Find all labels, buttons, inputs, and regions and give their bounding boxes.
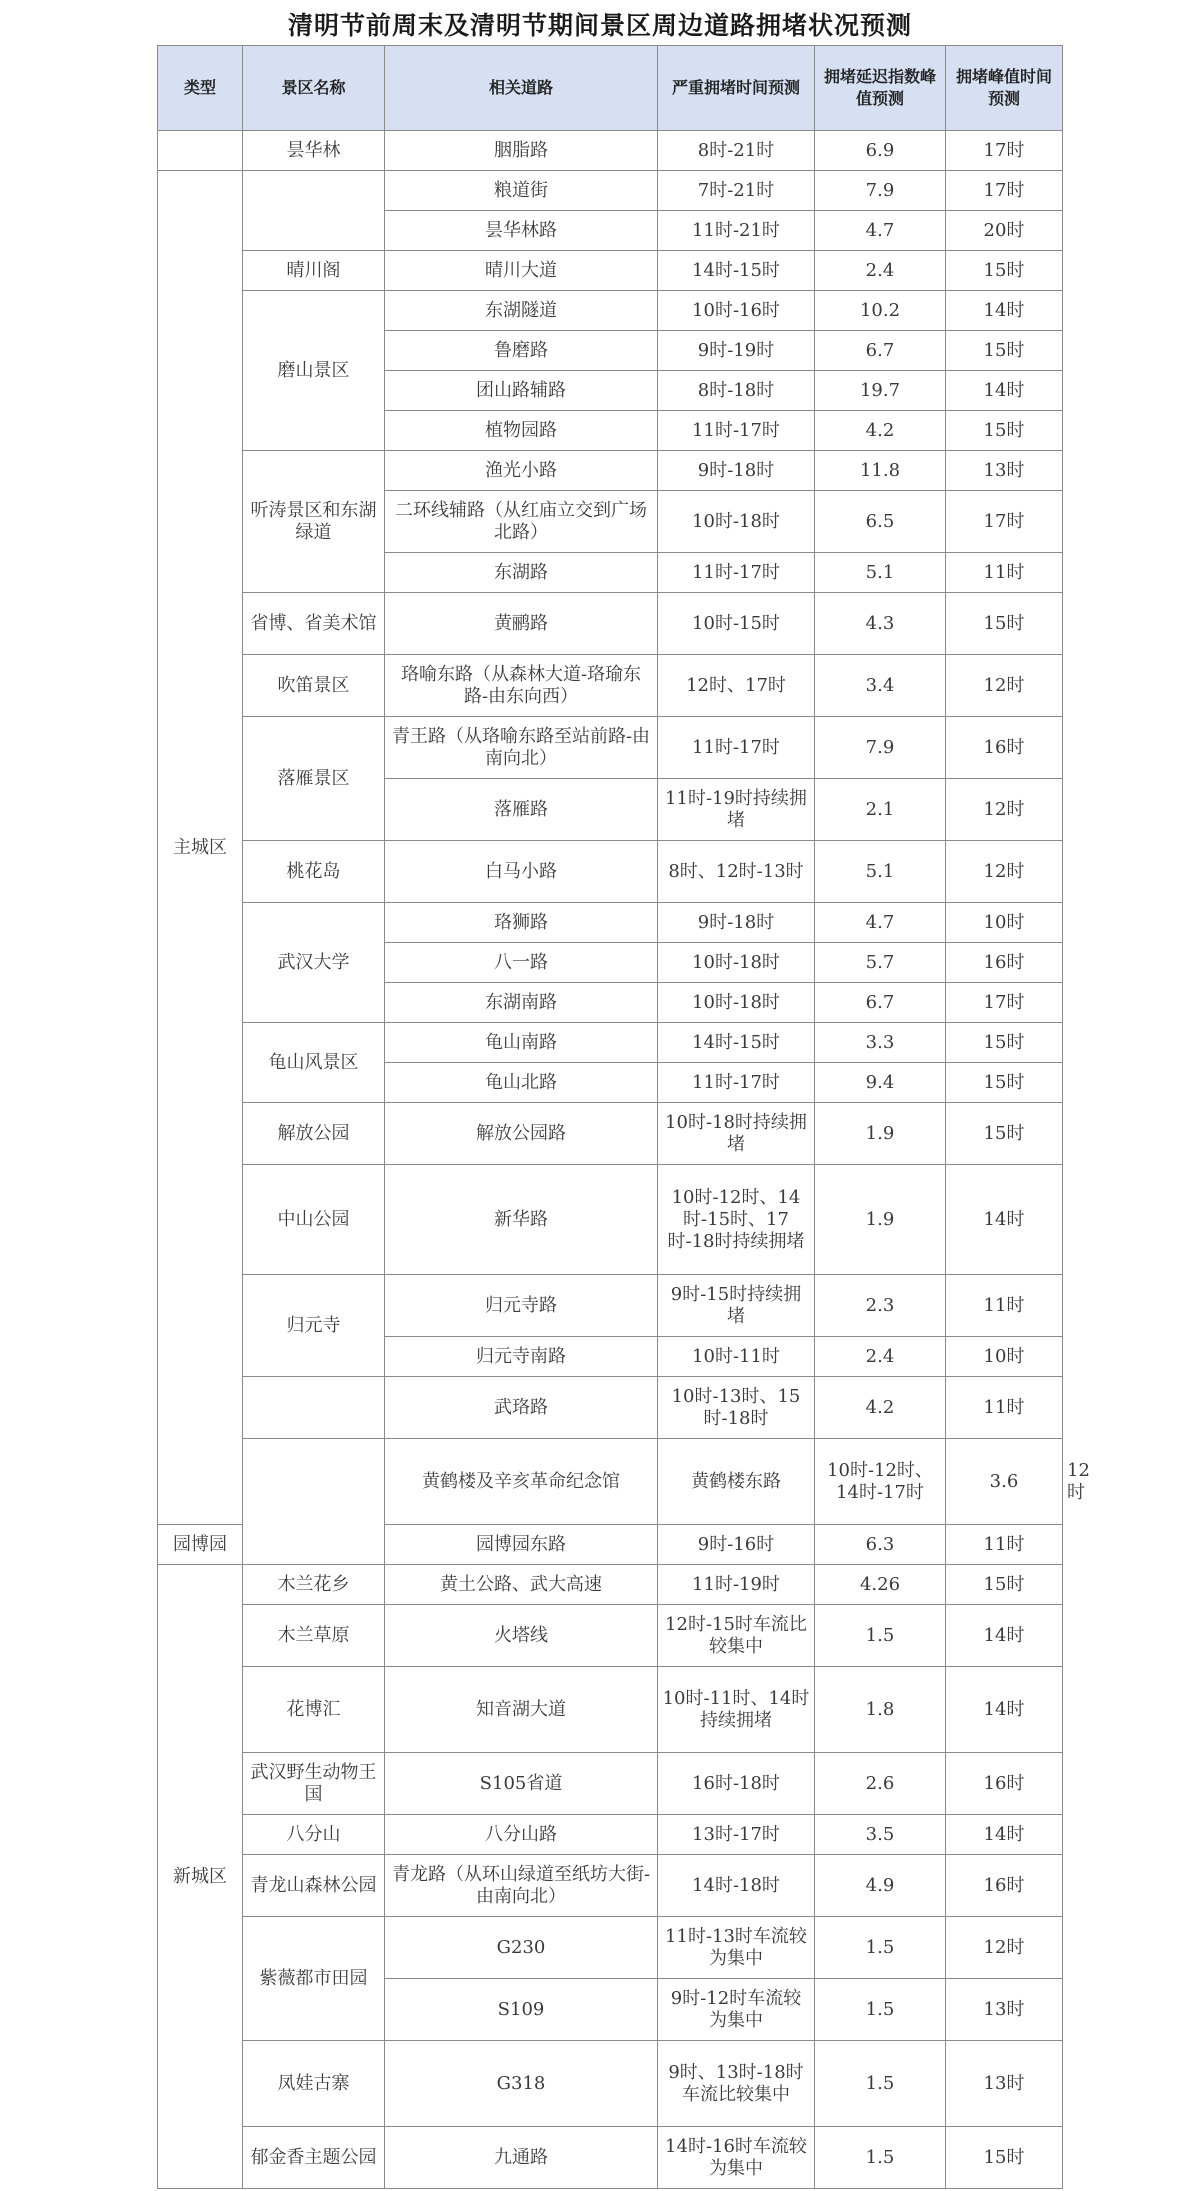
table-row xyxy=(158,131,1063,171)
road-cell: 新华路 xyxy=(385,1165,658,1275)
time-cell: 11时-21时 xyxy=(658,211,815,251)
table-row xyxy=(158,1103,1063,1165)
spot-cell: 青龙山森林公园 xyxy=(243,1855,385,1917)
road-cell: 黄土公路、武大高速 xyxy=(385,1565,658,1605)
spot-cell: 晴川阁 xyxy=(243,251,385,291)
time-cell: 11时-17时 xyxy=(658,1063,815,1103)
time-cell: 14时-15时 xyxy=(658,251,815,291)
time-cell: 10时-12时、14时-17时 xyxy=(815,1439,946,1525)
road-cell: 青王路（从珞喻东路至站前路-由南向北） xyxy=(385,717,658,779)
peak-cell: 12时 xyxy=(946,655,1063,717)
page-title: 清明节前周末及清明节期间景区周边道路拥堵状况预测 xyxy=(287,11,912,40)
time-cell: 10时-18时 xyxy=(658,943,815,983)
spot-cell: 八分山 xyxy=(243,1815,385,1855)
table-row xyxy=(158,841,1063,903)
peak-cell: 15时 xyxy=(946,411,1063,451)
index-cell: 11.8 xyxy=(815,451,946,491)
spot-cell: 紫薇都市田园 xyxy=(243,1917,385,2041)
spot-cell: 归元寺 xyxy=(243,1275,385,1377)
road-cell: 黄鹂路 xyxy=(385,593,658,655)
index-cell: 1.9 xyxy=(815,1165,946,1275)
index-cell: 5.1 xyxy=(815,553,946,593)
time-cell: 11时-17时 xyxy=(658,411,815,451)
road-cell: G230 xyxy=(385,1917,658,1979)
time-cell: 10时-11时 xyxy=(658,1337,815,1377)
spot-cell: 黄鹤楼及辛亥革命纪念馆 xyxy=(385,1439,658,1525)
table-header-row xyxy=(158,46,1063,131)
header-road: 相关道路 xyxy=(385,46,658,131)
table-row xyxy=(158,1377,1063,1439)
spot-cell: 吹笛景区 xyxy=(243,655,385,717)
spot-cell-empty xyxy=(243,171,385,251)
peak-cell: 11时 xyxy=(946,1525,1063,1565)
header-peak: 拥堵峰值时间预测 xyxy=(946,46,1063,131)
road-cell: 植物园路 xyxy=(385,411,658,451)
peak-cell: 15时 xyxy=(946,1565,1063,1605)
table-row xyxy=(158,2041,1063,2127)
road-cell: 归元寺南路 xyxy=(385,1337,658,1377)
time-cell: 13时-17时 xyxy=(658,1815,815,1855)
index-cell: 1.5 xyxy=(815,1605,946,1667)
index-cell: 1.5 xyxy=(815,1917,946,1979)
road-cell: 龟山北路 xyxy=(385,1063,658,1103)
road-cell: 落雁路 xyxy=(385,779,658,841)
table-row: 黄鹤楼及辛亥革命纪念馆 黄鹤楼东路 10时-12时、14时-17时 3.6 12时 xyxy=(158,1439,1063,1525)
road-cell: 珞狮路 xyxy=(385,903,658,943)
peak-cell: 10时 xyxy=(946,1337,1063,1377)
spot-cell: 凤娃古寨 xyxy=(243,2041,385,2127)
peak-cell: 15时 xyxy=(946,251,1063,291)
table-row xyxy=(158,593,1063,655)
time-cell: 16时-18时 xyxy=(658,1753,815,1815)
time-cell: 12时-15时车流比较集中 xyxy=(658,1605,815,1667)
time-cell: 10时-12时、14时-15时、17时-18时持续拥堵 xyxy=(658,1165,815,1275)
peak-cell: 17时 xyxy=(946,171,1063,211)
road-cell: 昙华林路 xyxy=(385,211,658,251)
peak-cell: 14时 xyxy=(946,1165,1063,1275)
road-cell: 珞喻东路（从森林大道-珞瑜东路-由东向西） xyxy=(385,655,658,717)
time-cell: 11时-17时 xyxy=(658,553,815,593)
road-cell: 九通路 xyxy=(385,2127,658,2189)
time-cell: 9时-16时 xyxy=(658,1525,815,1565)
table-row xyxy=(158,251,1063,291)
index-cell: 6.7 xyxy=(815,331,946,371)
road-cell: 粮道街 xyxy=(385,171,658,211)
table-row xyxy=(158,1023,1063,1063)
time-cell: 9时-19时 xyxy=(658,331,815,371)
table-row xyxy=(158,1165,1063,1275)
road-cell: 黄鹤楼东路 xyxy=(658,1439,815,1525)
spot-cell: 昙华林 xyxy=(243,131,385,171)
peak-cell: 14时 xyxy=(946,1667,1063,1753)
type-cell-empty xyxy=(243,1439,385,1565)
road-cell: G318 xyxy=(385,2041,658,2127)
table-row xyxy=(158,1855,1063,1917)
spot-cell: 中山公园 xyxy=(243,1165,385,1275)
peak-cell: 12时 xyxy=(946,841,1063,903)
table-row xyxy=(158,1815,1063,1855)
time-cell: 7时-21时 xyxy=(658,171,815,211)
spot-cell: 园博园 xyxy=(158,1525,243,1565)
header-spot: 景区名称 xyxy=(243,46,385,131)
road-cell: S105省道 xyxy=(385,1753,658,1815)
index-cell: 1.5 xyxy=(815,2127,946,2189)
table-row xyxy=(158,1667,1063,1753)
index-cell: 7.9 xyxy=(815,171,946,211)
index-cell: 4.2 xyxy=(815,411,946,451)
index-cell: 2.1 xyxy=(815,779,946,841)
index-cell: 3.6 xyxy=(946,1439,1063,1525)
type-cell-new: 新城区 xyxy=(158,1565,243,2189)
time-cell: 9时-12时车流较为集中 xyxy=(658,1979,815,2041)
road-cell: 火塔线 xyxy=(385,1605,658,1667)
index-cell: 6.9 xyxy=(815,131,946,171)
index-cell: 6.3 xyxy=(815,1525,946,1565)
road-cell: 武珞路 xyxy=(385,1377,658,1439)
peak-cell: 20时 xyxy=(946,211,1063,251)
spot-cell: 武汉野生动物王国 xyxy=(243,1753,385,1815)
table-row xyxy=(158,1565,1063,1605)
table-row xyxy=(158,1753,1063,1815)
time-cell: 11时-19时 xyxy=(658,1565,815,1605)
road-cell: 解放公园路 xyxy=(385,1103,658,1165)
time-cell: 10时-11时、14时持续拥堵 xyxy=(658,1667,815,1753)
road-cell: 二环线辅路（从红庙立交到广场北路） xyxy=(385,491,658,553)
table-row xyxy=(158,171,1063,211)
peak-cell: 12时 xyxy=(946,779,1063,841)
index-cell: 19.7 xyxy=(815,371,946,411)
type-cell-empty xyxy=(158,131,243,171)
road-cell: 晴川大道 xyxy=(385,251,658,291)
time-cell: 11时-17时 xyxy=(658,717,815,779)
table-row xyxy=(158,1605,1063,1667)
peak-cell: 14时 xyxy=(946,1815,1063,1855)
peak-cell: 17时 xyxy=(946,131,1063,171)
index-cell: 3.4 xyxy=(815,655,946,717)
spot-cell: 落雁景区 xyxy=(243,717,385,841)
road-cell: S109 xyxy=(385,1979,658,2041)
index-cell: 5.1 xyxy=(815,841,946,903)
time-cell: 10时-16时 xyxy=(658,291,815,331)
peak-cell: 16时 xyxy=(946,717,1063,779)
peak-cell: 17时 xyxy=(946,983,1063,1023)
time-cell: 8时-21时 xyxy=(658,131,815,171)
peak-cell: 16时 xyxy=(946,943,1063,983)
index-cell: 7.9 xyxy=(815,717,946,779)
time-cell: 9时-15时持续拥堵 xyxy=(658,1275,815,1337)
spot-cell-empty xyxy=(243,1377,385,1439)
time-cell: 14时-15时 xyxy=(658,1023,815,1063)
time-cell: 12时、17时 xyxy=(658,655,815,717)
spot-cell: 龟山风景区 xyxy=(243,1023,385,1103)
index-cell: 1.5 xyxy=(815,1979,946,2041)
peak-cell: 15时 xyxy=(946,331,1063,371)
index-cell: 2.4 xyxy=(815,251,946,291)
peak-cell: 15时 xyxy=(946,2127,1063,2189)
peak-cell: 12时 xyxy=(946,1917,1063,1979)
header-index: 拥堵延迟指数峰值预测 xyxy=(815,46,946,131)
time-cell: 11时-19时持续拥堵 xyxy=(658,779,815,841)
index-cell: 4.2 xyxy=(815,1377,946,1439)
road-cell: 八一路 xyxy=(385,943,658,983)
index-cell: 3.3 xyxy=(815,1023,946,1063)
time-cell: 10时-18时 xyxy=(658,491,815,553)
time-cell: 9时-18时 xyxy=(658,451,815,491)
index-cell: 6.5 xyxy=(815,491,946,553)
spot-cell: 木兰草原 xyxy=(243,1605,385,1667)
congestion-table xyxy=(157,45,1090,2189)
index-cell: 5.7 xyxy=(815,943,946,983)
type-cell-main: 主城区 xyxy=(158,171,243,1525)
index-cell: 10.2 xyxy=(815,291,946,331)
spot-cell: 省博、省美术馆 xyxy=(243,593,385,655)
road-cell: 东湖南路 xyxy=(385,983,658,1023)
index-cell: 3.5 xyxy=(815,1815,946,1855)
index-cell: 9.4 xyxy=(815,1063,946,1103)
peak-cell: 14时 xyxy=(946,371,1063,411)
peak-cell: 15时 xyxy=(946,593,1063,655)
time-cell: 8时、12时-13时 xyxy=(658,841,815,903)
road-cell: 胭脂路 xyxy=(385,131,658,171)
table-row xyxy=(158,1917,1063,1979)
time-cell: 11时-13时车流较为集中 xyxy=(658,1917,815,1979)
index-cell: 1.5 xyxy=(815,2041,946,2127)
road-cell: 渔光小路 xyxy=(385,451,658,491)
spot-cell: 桃花岛 xyxy=(243,841,385,903)
index-cell: 2.3 xyxy=(815,1275,946,1337)
spot-cell: 花博汇 xyxy=(243,1667,385,1753)
time-cell: 9时、13时-18时车流比较集中 xyxy=(658,2041,815,2127)
road-cell: 知音湖大道 xyxy=(385,1667,658,1753)
peak-cell: 13时 xyxy=(946,2041,1063,2127)
table-row xyxy=(158,655,1063,717)
spot-cell: 木兰花乡 xyxy=(243,1565,385,1605)
road-cell: 龟山南路 xyxy=(385,1023,658,1063)
index-cell: 2.6 xyxy=(815,1753,946,1815)
header-time: 严重拥堵时间预测 xyxy=(658,46,815,131)
table-row xyxy=(158,451,1063,491)
index-cell: 1.9 xyxy=(815,1103,946,1165)
table-row xyxy=(158,291,1063,331)
header-type: 类型 xyxy=(158,46,243,131)
time-cell: 10时-18时持续拥堵 xyxy=(658,1103,815,1165)
road-cell: 白马小路 xyxy=(385,841,658,903)
table-row xyxy=(158,1275,1063,1337)
peak-cell: 10时 xyxy=(946,903,1063,943)
peak-cell: 14时 xyxy=(946,1605,1063,1667)
road-cell: 东湖路 xyxy=(385,553,658,593)
index-cell: 4.3 xyxy=(815,593,946,655)
peak-cell: 13时 xyxy=(946,1979,1063,2041)
peak-cell: 11时 xyxy=(946,1275,1063,1337)
peak-cell: 11时 xyxy=(946,553,1063,593)
road-cell: 园博园东路 xyxy=(385,1525,658,1565)
peak-cell: 14时 xyxy=(946,291,1063,331)
road-cell: 鲁磨路 xyxy=(385,331,658,371)
peak-cell: 15时 xyxy=(946,1103,1063,1165)
road-cell: 归元寺路 xyxy=(385,1275,658,1337)
peak-cell: 16时 xyxy=(946,1753,1063,1815)
time-cell: 8时-18时 xyxy=(658,371,815,411)
time-cell: 14时-16时车流较为集中 xyxy=(658,2127,815,2189)
road-cell: 东湖隧道 xyxy=(385,291,658,331)
road-cell: 团山路辅路 xyxy=(385,371,658,411)
table-row xyxy=(158,2127,1063,2189)
time-cell: 10时-18时 xyxy=(658,983,815,1023)
road-cell: 青龙路（从环山绿道至纸坊大街-由南向北） xyxy=(385,1855,658,1917)
peak-cell: 13时 xyxy=(946,451,1063,491)
time-cell: 10时-15时 xyxy=(658,593,815,655)
index-cell: 4.7 xyxy=(815,903,946,943)
table-row xyxy=(158,903,1063,943)
index-cell: 4.7 xyxy=(815,211,946,251)
table-row xyxy=(158,717,1063,779)
time-cell: 10时-13时、15时-18时 xyxy=(658,1377,815,1439)
spot-cell: 听涛景区和东湖绿道 xyxy=(243,451,385,593)
index-cell: 2.4 xyxy=(815,1337,946,1377)
peak-cell: 15时 xyxy=(946,1063,1063,1103)
peak-cell: 11时 xyxy=(946,1377,1063,1439)
index-cell: 1.8 xyxy=(815,1667,946,1753)
spot-cell: 磨山景区 xyxy=(243,291,385,451)
peak-cell: 16时 xyxy=(946,1855,1063,1917)
time-cell: 9时-18时 xyxy=(658,903,815,943)
peak-cell: 15时 xyxy=(946,1023,1063,1063)
index-cell: 4.26 xyxy=(815,1565,946,1605)
spot-cell: 解放公园 xyxy=(243,1103,385,1165)
index-cell: 4.9 xyxy=(815,1855,946,1917)
time-cell: 14时-18时 xyxy=(658,1855,815,1917)
road-cell: 八分山路 xyxy=(385,1815,658,1855)
index-cell: 6.7 xyxy=(815,983,946,1023)
spot-cell: 郁金香主题公园 xyxy=(243,2127,385,2189)
peak-cell: 17时 xyxy=(946,491,1063,553)
spot-cell: 武汉大学 xyxy=(243,903,385,1023)
